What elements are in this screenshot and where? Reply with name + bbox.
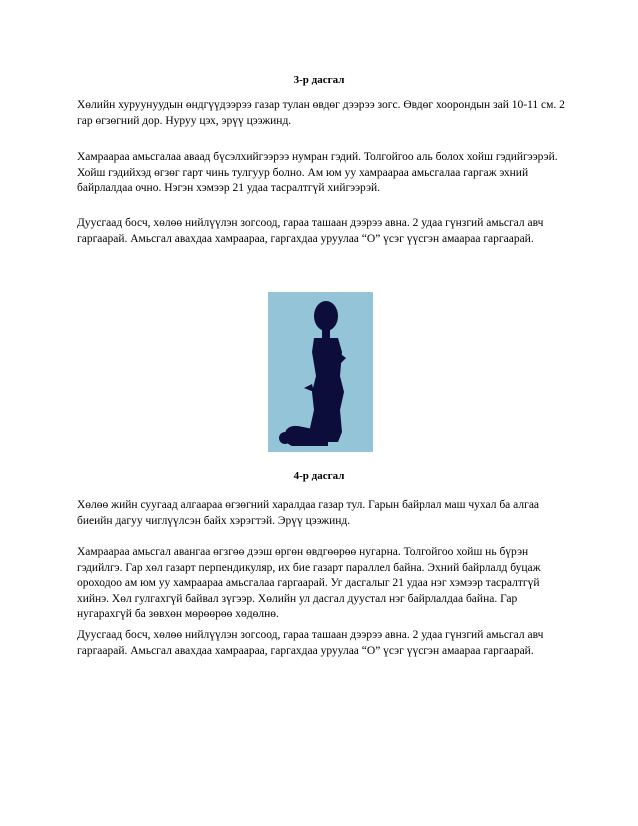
exercise-illustration	[268, 292, 373, 452]
exercise-3-paragraph-1: Хөлийн хуруунуудын өндгүүдээрээ газар тулан өвдөг дээрээ зогс. Өвдөг хоорондын зай 10-11 см. 2 гар өгзөгний дор. Нуруу цэх, эрүү цээжинд.	[77, 99, 565, 127]
exercise-3-paragraph-2: Хамраараа амьсгалаа аваад бүсэлхийгээрээ нумран гэдий. Толгойгоо аль болох хойш гэдийгээрэй. Хойш гэдийхэд өгзөг гарт чинь тулгуур болно. Ам юм уу хамраараа амьсгалаа гаргаж эхний байрлалдаа очно. Нэгэн хэмээр 21 удаа тасралтгүй хийгээрэй.	[77, 151, 558, 194]
exercise-3-paragraph-3: Дуусгаад босч, хөлөө нийлүүлэн зогсоод, гараа ташаан дээрээ авна. 2 удаа гүнзгий амьсгал авч гаргаарай. Амьсгал авахдаа хамраараа, гаргахдаа уруулаа “О” үсэг үүсгэн амаараа гаргаарай.	[77, 217, 544, 245]
exercise-4-paragraph-3: Дуусгаад босч, хөлөө нийлүүлэн зогсоод, гараа ташаан дээрээ авна. 2 удаа гүнзгий амьсгал авч гаргаарай. Амьсгал авахдаа хамраараа, гаргахдаа уруулаа “О” үсэг үүсгэн амаараа гаргаарай.	[77, 629, 544, 657]
exercise-4-paragraph-2: Хамраараа амьсгал авангаа өгзгөө дээш өргөн өвдгөөрөө нугарна. Толгойгоо хойш нь бүрэн гэдийлгэ. Гар хөл газарт перпендикуляр, их бие газарт параллел байна. Эхний байрлалд буцаж ороходоо ам юм уу хамраараа амьсгалаа гаргаарай. Уг дасгалыг 21 удаа нэг хэмээр тасралтгүй хийнэ. Хөл гулгахгүй байвал зүгээр. Хөлийн ул дасгал дуустал нэг байрлалдаа байна. Гар нугарахгүй ба зөвхөн мөрөөрөө хөдөлнө.	[77, 546, 541, 620]
exercise-3-heading: 3-р дасгал	[293, 74, 345, 86]
exercise-4-paragraph-1: Хөлөө жийн суугаад алгаараа өгзөгний харалдаа газар тул. Гарын байрлал маш чухал ба алгаа биеийн дагуу чиглүүлсэн байх хэрэгтэй. Эрүү цээжинд.	[77, 499, 540, 527]
exercise-4-heading: 4-р дасгал	[293, 470, 345, 482]
